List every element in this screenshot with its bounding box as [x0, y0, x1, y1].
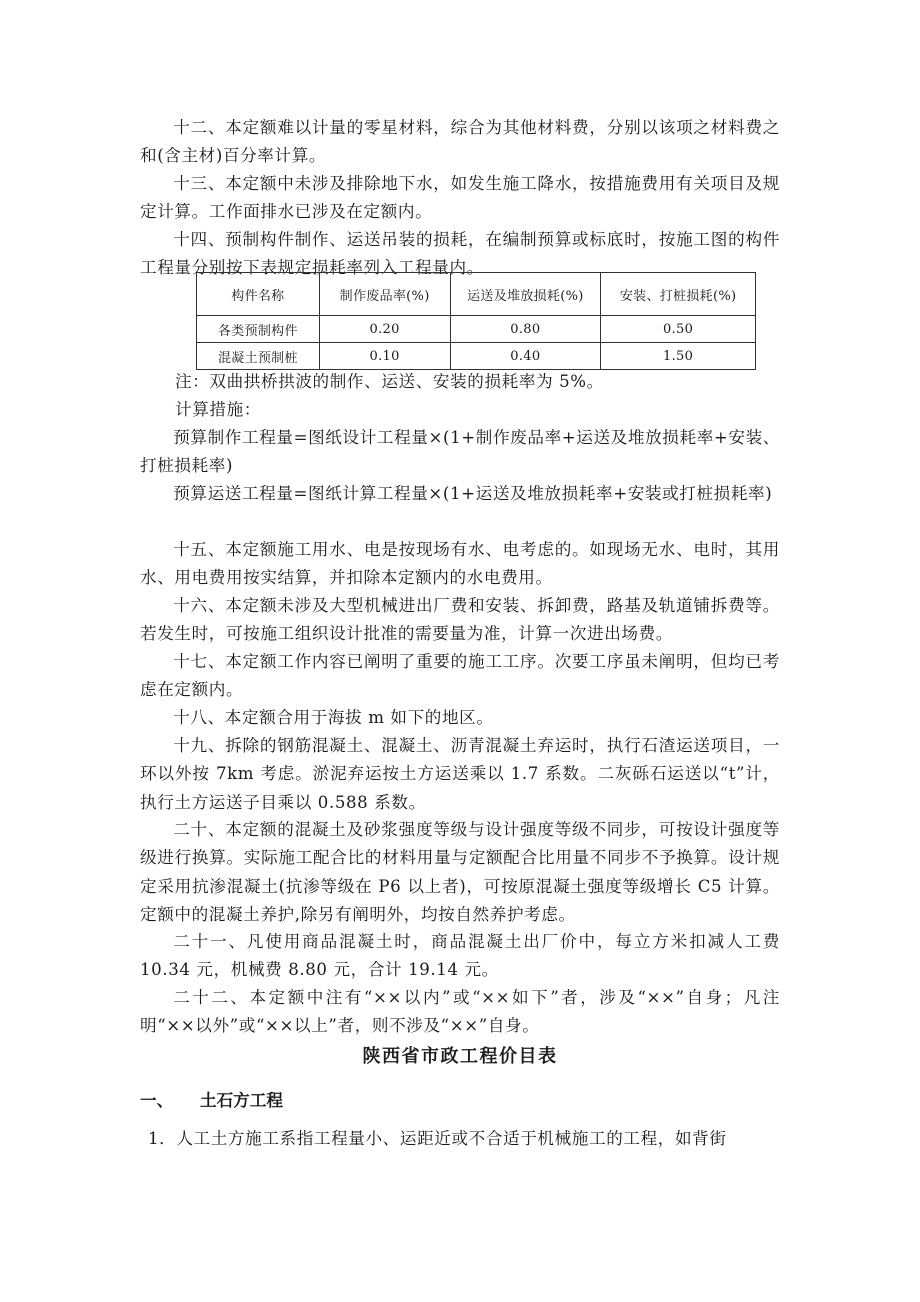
table-cell: 0.80	[450, 316, 601, 343]
table-row	[197, 343, 756, 370]
table-header-cell: 安装、打桩损耗(%)	[601, 273, 756, 316]
paragraph-15: 十五、本定额施工用水、电是按现场有水、电考虑的。如现场无水、电时，其用水、用电费用按实结算，并扣除本定额内的水电费用。	[140, 540, 780, 588]
table-header-cell: 构件名称	[197, 273, 320, 316]
table-cell: 0.20	[319, 316, 450, 343]
loss-rate-table	[196, 272, 756, 370]
paragraph-19: 十九、拆除的钢筋混凝土、混凝土、沥青混凝土弃运时，执行石渣运送项目，一环以外按 7km 考虑。淤泥弃运按土方运送乘以 1.7 系数。二灰砾石运送以“t”计，执行土方运送子目乘以 0.588 系数。	[140, 736, 780, 812]
table-cell: 1.50	[601, 343, 756, 370]
section-label: 土石方工程	[200, 1090, 283, 1110]
formula-transport: 预算运送工程量=图纸计算工程量×(1+运送及堆放损耗率+安装或打桩损耗率)	[173, 484, 773, 503]
formula-production: 预算制作工程量=图纸设计工程量×(1+制作废品率+运送及堆放损耗率+安装、打桩损耗率)	[140, 428, 780, 476]
table-cell: 混凝土预制桩	[197, 343, 320, 370]
section-number: 一、	[140, 1090, 174, 1110]
table-header-cell: 运送及堆放损耗(%)	[450, 273, 601, 316]
section-heading	[140, 1087, 283, 1111]
paragraph-20: 二十、本定额的混凝土及砂浆强度等级与设计强度等级不同步，可按设计强度等级进行换算。实际施工配合比的材料用量与定额配合比用量不同步不予换算。设计规定采用抗渗混凝土(抗渗等级在 P6 以上者)，可按原混凝土强度等级增长 C5 计算。定额中的混凝土养护,除另有阐明外，均按自然养护考虑。	[140, 820, 780, 925]
table-header-cell: 制作废品率(%)	[319, 273, 450, 316]
paragraph-17: 十七、本定额工作内容已阐明了重要的施工工序。次要工序虽未阐明，但均已考虑在定额内。	[140, 652, 780, 700]
table-header-row	[197, 273, 756, 316]
paragraph-16: 十六、本定额未涉及大型机械进出厂费和安装、拆卸费，路基及轨道铺拆费等。若发生时，可按施工组织设计批准的需要量为准，计算一次进出场费。	[140, 596, 780, 644]
measures-label: 计算措施：	[175, 400, 261, 419]
paragraph-12: 十二、本定额难以计量的零星材料，综合为其他材料费，分别以该项之材料费之和(含主材)百分率计算。	[140, 118, 780, 166]
list-item-1: 1．人工土方施工系指工程量小、运距近或不合适于机械施工的工程，如背街	[148, 1129, 727, 1148]
table-cell: 各类预制构件	[197, 316, 320, 343]
table-row	[197, 316, 756, 343]
paragraph-22: 二十二、本定额中注有“××以内”或“××如下”者，涉及“××”自身；凡注明“××以外”或“××以上”者，则不涉及“××”自身。	[140, 988, 780, 1036]
paragraph-21: 二十一、凡使用商品混凝土时，商品混凝土出厂价中，每立方米扣减人工费 10.34 元，机械费 8.80 元，合计 19.14 元。	[140, 932, 780, 980]
paragraph-14: 十四、预制构件制作、运送吊装的损耗，在编制预算或标底时，按施工图的构件工程量分别按下表规定损耗率列入工程量内。	[140, 230, 780, 278]
table-cell: 0.40	[450, 343, 601, 370]
paragraph-18: 十八、本定额合用于海拔 m 如下的地区。	[173, 708, 494, 727]
price-list-title: 陕西省市政工程价目表	[362, 1046, 558, 1067]
table-cell: 0.50	[601, 316, 756, 343]
table-cell: 0.10	[319, 343, 450, 370]
table-note: 注：双曲拱桥拱波的制作、运送、安装的损耗率为 5%。	[175, 372, 604, 391]
paragraph-13: 十三、本定额中未涉及排除地下水，如发生施工降水，按措施费用有关项目及规定计算。工作面排水已涉及在定额内。	[140, 174, 780, 222]
